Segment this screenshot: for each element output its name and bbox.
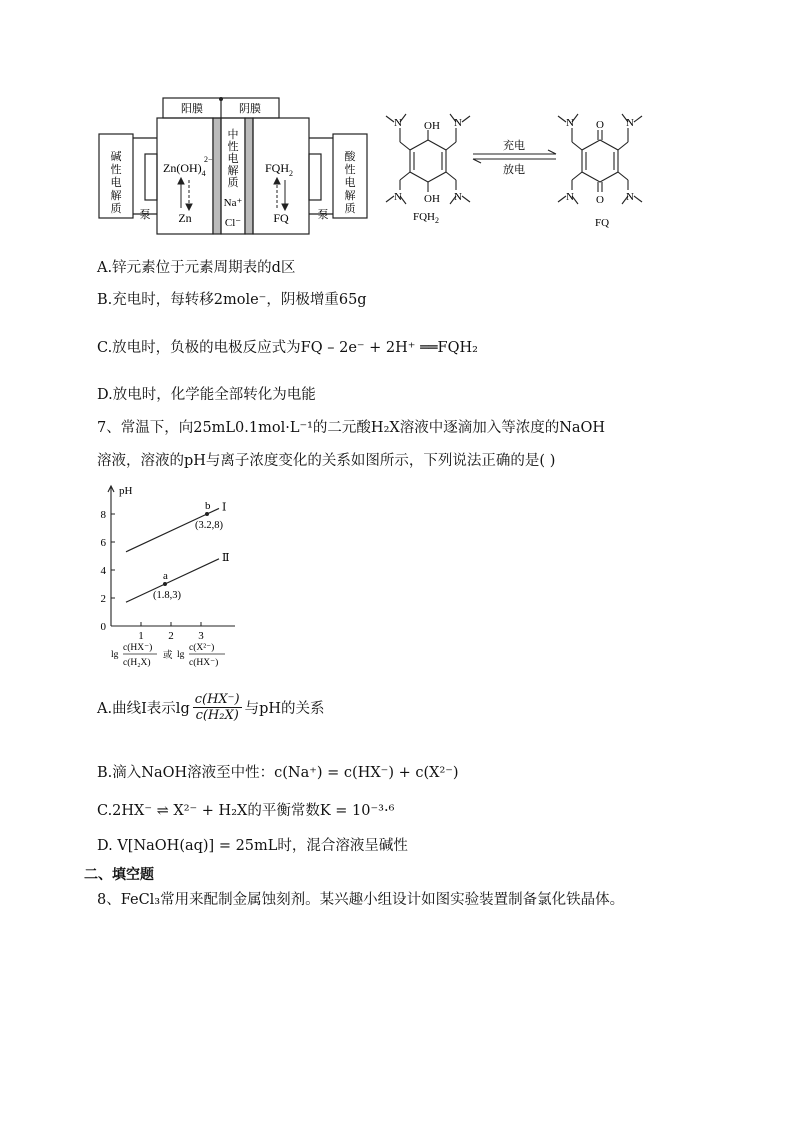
discharge-label: 放电 — [503, 164, 525, 176]
q7-option-a-prefix: A.曲线Ⅰ表示lg — [97, 701, 190, 717]
fq-label: FQ — [273, 211, 289, 225]
ph-chart — [95, 482, 245, 677]
n-right-4: N — [626, 191, 634, 203]
o-bottom: O — [596, 194, 604, 206]
xlabel-lg1: lg — [111, 650, 119, 660]
xlabel-den1: c(H₂X) — [123, 658, 151, 668]
n-right-3: N — [566, 191, 574, 203]
neutral-char-3: 电 — [227, 153, 239, 165]
fq-structure-label: FQ — [594, 217, 610, 229]
series-label-2: Ⅱ — [222, 551, 230, 564]
q6-option-c: C.放电时，负极的电极反应式为FQ – 2e⁻ + 2H⁺ ══FQH₂ — [97, 340, 478, 356]
section-heading: 二、填空题 — [84, 867, 154, 883]
q8-stem: 8、FeCl₃常用来配制金属蚀刻剂。某兴趣小组设计如图实验装置制备氯化铁晶体。 — [97, 892, 625, 908]
q7-option-a-denominator: c(H₂X) — [195, 708, 239, 723]
alkaline-char-3: 电 — [110, 177, 122, 189]
q7-option-a-numerator: c(HX⁻) — [194, 692, 240, 707]
membrane-left-label: 阳膜 — [181, 103, 203, 115]
acid-char-1: 酸 — [344, 151, 356, 163]
x-tick-label-2: 2 — [168, 630, 174, 642]
acid-char-5: 质 — [344, 203, 356, 215]
n-right-1: N — [566, 117, 574, 129]
q7-option-c: C.2HX⁻ ⇌ X²⁻ + H₂X的平衡常数K = 10⁻³·⁶ — [97, 803, 395, 819]
membrane-right-label: 阴膜 — [239, 103, 261, 115]
neutral-char-4: 解 — [227, 165, 239, 177]
point-a — [163, 582, 167, 586]
cl-ion: Cl⁻ — [224, 217, 242, 229]
xlabel-num2: c(X²⁻) — [189, 643, 215, 653]
q7-option-d: D. V[NaOH(aq)] = 25mL时，混合溶液呈碱性 — [97, 838, 408, 854]
fqh2-label: $FQH_2$ — [265, 161, 294, 178]
point-b — [205, 512, 209, 516]
acid-char-4: 解 — [344, 190, 356, 202]
o-top: O — [596, 119, 604, 131]
xlabel-lg2: lg — [177, 650, 185, 660]
point-coord-b: (3.2,8) — [195, 520, 223, 531]
x-tick-label-1: 1 — [138, 630, 144, 642]
n-left-3: N — [394, 191, 402, 203]
q7-option-a-suffix: 与pH的关系 — [244, 701, 325, 717]
alkaline-char-1: 碱 — [110, 151, 122, 163]
neutral-char-5: 质 — [227, 177, 239, 189]
pump-left: 泵 — [139, 209, 151, 221]
acid-char-3: 电 — [344, 177, 356, 189]
xlabel-num1: c(HX⁻) — [123, 643, 153, 653]
point-label-a: a — [163, 570, 168, 582]
y-tick-label-4: 4 — [100, 565, 106, 577]
n-left-1: N — [394, 117, 402, 129]
q7-option-b: B.滴入NaOH溶液至中性：c(Na⁺) = c(HX⁻) + c(X²⁻) — [97, 765, 459, 781]
q6-option-d: D.放电时，化学能全部转化为电能 — [97, 387, 316, 403]
neutral-char-2: 性 — [227, 141, 239, 153]
x-tick-label-3: 3 — [198, 630, 204, 642]
q6-option-b: B.充电时，每转移2mole⁻，阴极增重65g — [97, 292, 367, 308]
neutral-char-1: 中 — [227, 129, 239, 141]
oh-bottom: OH — [424, 193, 440, 205]
q6-option-a: A.锌元素位于元素周期表的d区 — [97, 260, 296, 276]
zn-label: Zn — [178, 211, 192, 225]
point-coord-a: (1.8,3) — [153, 590, 181, 601]
battery-diagram — [95, 96, 385, 238]
alkaline-char-2: 性 — [110, 164, 122, 176]
acid-char-2: 性 — [344, 164, 356, 176]
xlabel-or: 或 — [163, 651, 173, 661]
zincate-label: $Zn(OH)_4$ — [163, 161, 206, 178]
y-tick-label-0: 0 — [100, 621, 106, 633]
n-right-2: N — [626, 117, 634, 129]
alkaline-char-4: 解 — [110, 190, 122, 202]
q7-option-a-fraction — [193, 692, 242, 723]
xlabel-den2: c(HX⁻) — [189, 658, 219, 668]
fqh2-structure-label: $FQH_2$ — [412, 211, 440, 225]
q7-stem-line1: 7、常温下，向25mL0.1mol·L⁻¹的二元酸H₂X溶液中逐滴加入等浓度的NaOH — [97, 420, 606, 436]
pump-right: 泵 — [317, 209, 329, 221]
charge-label: 充电 — [503, 140, 525, 152]
x-axis-label — [111, 642, 225, 668]
y-tick-label-2: 2 — [100, 593, 106, 605]
point-label-b: b — [205, 500, 211, 512]
fq-reaction-diagram — [378, 110, 668, 235]
alkaline-char-5: 质 — [110, 203, 122, 215]
q7-option-a — [97, 692, 325, 723]
n-left-4: N — [454, 191, 462, 203]
zincate-charge: 2− — [204, 155, 213, 164]
y-tick-label-8: 8 — [100, 509, 106, 521]
oh-top: OH — [424, 120, 440, 132]
series-label-1: Ⅰ — [222, 501, 227, 514]
y-tick-label-6: 6 — [100, 537, 106, 549]
y-axis-label: pH — [119, 485, 133, 497]
n-left-2: N — [454, 117, 462, 129]
na-ion: Na⁺ — [223, 197, 243, 209]
q7-stem-line2: 溶液，溶液的pH与离子浓度变化的关系如图所示，下列说法正确的是( ) — [97, 453, 556, 469]
